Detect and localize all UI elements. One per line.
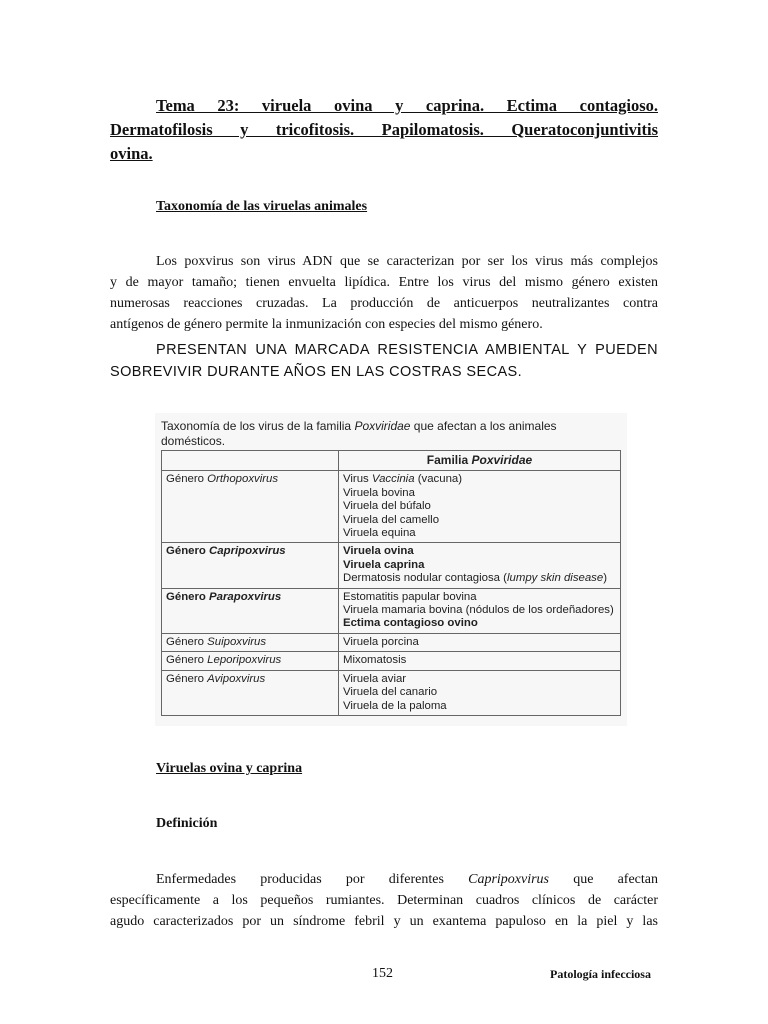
virus-item: Viruela ovina: [343, 545, 414, 558]
paragraph-line: SOBREVIVIR DURANTE AÑOS EN LAS COSTRAS SECAS.: [110, 364, 523, 380]
section-heading-taxonomy: Taxonomía de las viruelas animales: [156, 199, 368, 214]
paragraph-poxvirus: [110, 251, 658, 335]
paragraph-line: PRESENTAN UNA MARCADA RESISTENCIA AMBIENTAL Y PUEDEN: [156, 342, 658, 358]
paragraph-line: antígenos de género permite la inmunización con especies del mismo género.: [110, 317, 543, 332]
section-heading-viruelas: Viruelas ovina y caprina: [156, 761, 303, 776]
figure-caption: Taxonomía de los virus de la familia Poxviridae que afectan a los animales domésticos.: [161, 419, 557, 448]
paragraph-line: agudo caracterizados por un síndrome febril y un exantema papuloso en la piel y las: [110, 914, 658, 929]
virus-item: Viruela porcina: [343, 635, 419, 648]
virus-item: Dermatosis nodular contagiosa (lumpy skin disease): [343, 572, 608, 585]
paragraph-line: y de mayor tamaño; tienen envuelta lipídica. Entre los virus del mismo género existen: [110, 275, 658, 290]
running-footer: Patología infecciosa: [550, 967, 651, 981]
table-row: [162, 588, 621, 633]
genus-cell: Género Capripoxvirus: [162, 543, 339, 588]
taxonomy-figure: [155, 413, 627, 726]
virus-item: Viruela caprina: [343, 558, 425, 571]
paragraph-line: Enfermedades producidas por diferentes Capripoxvirus que afectan: [156, 872, 658, 887]
table-header-family: Familia Poxviridae: [339, 451, 621, 471]
paragraph-line: numerosas reacciones cruzadas. La producción de anticuerpos neutralizantes contra: [110, 296, 658, 311]
table-row: [162, 471, 621, 543]
genus-cell: Género Avipoxvirus: [162, 670, 339, 715]
virus-item: Viruela equina: [343, 527, 416, 540]
table-header-empty: [162, 451, 339, 471]
table-row: [162, 543, 621, 588]
virus-item: Virus Vaccinia (vacuna): [343, 473, 463, 486]
table-row: [162, 670, 621, 715]
virus-item: Viruela del búfalo: [343, 500, 431, 513]
virus-cell: [339, 652, 621, 670]
virus-item: Viruela aviar: [343, 672, 407, 685]
title-line-2: Dermatofilosis y tricofitosis. Papilomatosis. Queratoconjuntivitis: [110, 120, 658, 139]
genus-cell: Género Orthopoxvirus: [162, 471, 339, 543]
virus-item: Viruela bovina: [343, 486, 415, 499]
genus-cell: Género Suipoxvirus: [162, 633, 339, 651]
virus-cell: [339, 543, 621, 588]
virus-item: Viruela del camello: [343, 513, 440, 526]
table-row: [162, 652, 621, 670]
virus-cell: [339, 588, 621, 633]
virus-item: Ectima contagioso ovino: [343, 617, 478, 630]
virus-cell: [339, 670, 621, 715]
virus-item: Viruela de la paloma: [343, 699, 447, 712]
section-heading-definicion: Definición: [156, 816, 218, 831]
virus-item: Mixomatosis: [343, 654, 407, 667]
page-number: 152: [372, 966, 393, 981]
genus-cell: Género Parapoxvirus: [162, 588, 339, 633]
title-line-1: Tema 23: viruela ovina y caprina. Ectima contagioso.: [156, 96, 658, 115]
paragraph-resistencia: [110, 339, 658, 383]
virus-item: Estomatitis papular bovina: [343, 590, 477, 603]
table-header-row: [162, 451, 621, 471]
genus-cell: Género Leporipoxvirus: [162, 652, 339, 670]
taxonomy-table: [161, 450, 621, 716]
paragraph-line: específicamente a los pequeños rumiantes. Determinan cuadros clínicos de carácter: [110, 893, 658, 908]
paragraph-definicion: [110, 869, 658, 932]
page-title: [110, 94, 658, 166]
title-line-3: ovina.: [110, 144, 153, 163]
virus-cell: [339, 633, 621, 651]
virus-item: Viruela mamaria bovina (nódulos de los ordeñadores): [343, 604, 614, 617]
virus-item: Viruela del canario: [343, 686, 438, 699]
paragraph-line: Los poxvirus son virus ADN que se caracterizan por ser los virus más complejos: [156, 254, 658, 269]
table-row: [162, 633, 621, 651]
virus-cell: [339, 471, 621, 543]
